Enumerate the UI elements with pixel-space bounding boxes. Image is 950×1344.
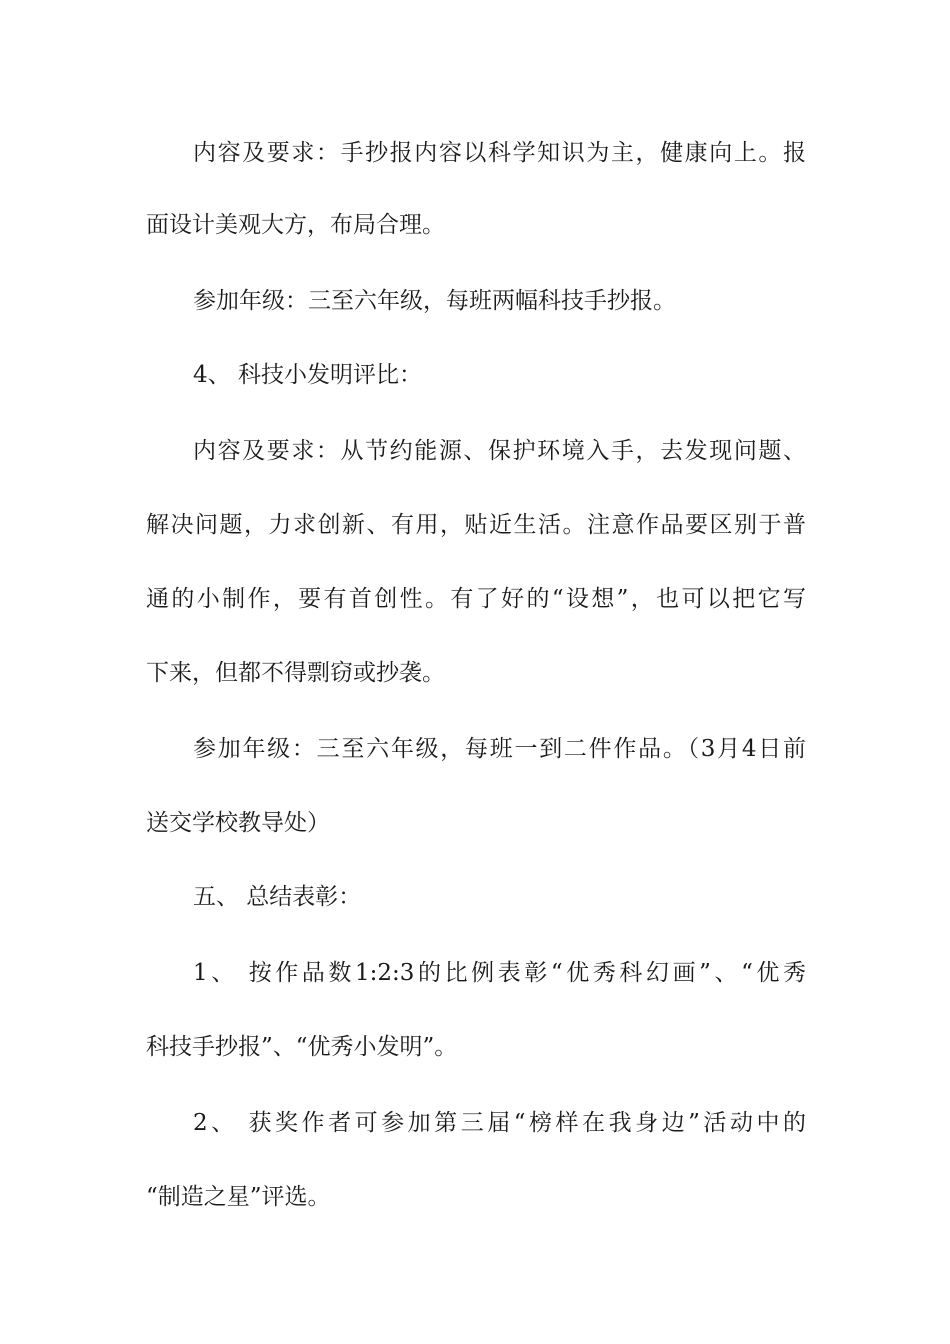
paragraph-line: 通的小制作，要有首创性。有了好的“设想”，也可以把它写: [146, 586, 806, 612]
paragraph-line: 下来，但都不得剽窃或抄袭。: [146, 660, 445, 686]
paragraph-line: 参加年级：三至六年级，每班一到二件作品。（3月4日前: [193, 736, 806, 762]
paragraph-line: 2、 获奖作者可参加第三届“榜样在我身边”活动中的: [193, 1110, 806, 1136]
paragraph-line: “制造之星”评选。: [146, 1184, 331, 1210]
section-heading: 4、 科技小发明评比：: [193, 362, 422, 388]
paragraph-line: 科技手抄报”、“优秀小发明”。: [146, 1034, 458, 1060]
paragraph-line: 1、 按作品数1:2:3的比例表彰“优秀科幻画”、“优秀: [193, 960, 806, 986]
paragraph-line: 面设计美观大方，布局合理。: [146, 212, 445, 238]
paragraph-line: 参加年级：三至六年级，每班两幅科技手抄报。: [193, 288, 676, 314]
section-heading: 五、 总结表彰：: [193, 884, 362, 910]
paragraph-line: 解决问题，力求创新、有用，贴近生活。注意作品要区别于普: [146, 512, 806, 538]
paragraph-line: 送交学校教导处）: [146, 810, 330, 836]
paragraph-line: 内容及要求：从节约能源、保护环境入手，去发现问题、: [193, 438, 806, 464]
paragraph-line: 内容及要求：手抄报内容以科学知识为主，健康向上。报: [193, 140, 806, 166]
